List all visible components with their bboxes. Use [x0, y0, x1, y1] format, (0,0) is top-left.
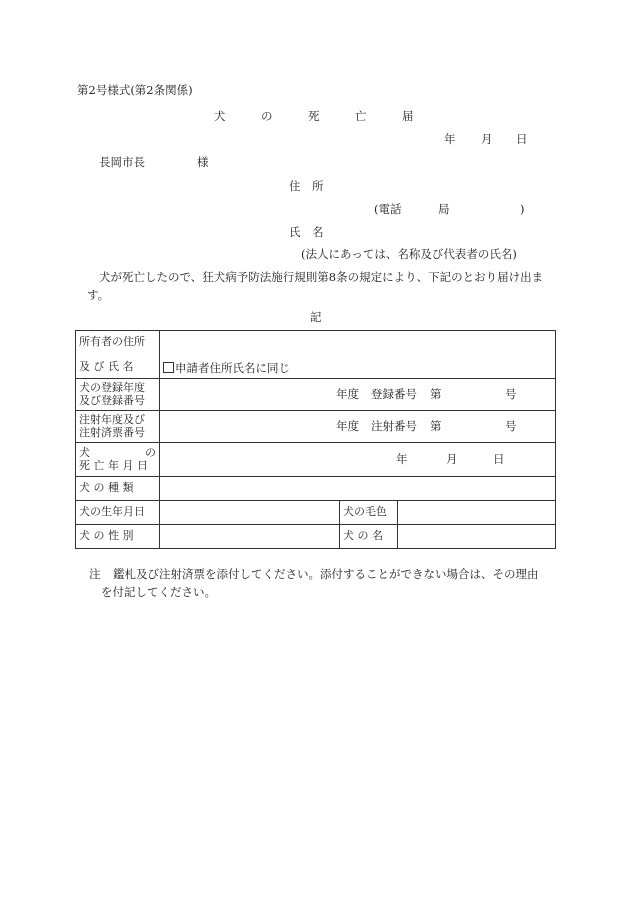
title-char: 犬 — [214, 109, 226, 123]
date-day: 日 — [516, 132, 528, 146]
name-note: (法人にあっては、名称及び代表者の氏名) — [301, 247, 517, 261]
addressee-honorific: 様 — [197, 155, 209, 169]
address-label: 住 所 — [289, 179, 324, 193]
table-row — [76, 477, 556, 501]
addressee-name: 長岡市長 — [99, 155, 145, 169]
owner-label-line1: 所有者の住所 — [79, 335, 145, 349]
date-year: 年 — [444, 132, 456, 146]
dogname-value-cell[interactable] — [398, 525, 556, 549]
phone-open: (電話 — [374, 202, 402, 216]
registration-table — [75, 330, 556, 549]
death-label-no: の — [145, 446, 156, 460]
ki-heading: 記 — [310, 310, 322, 324]
table-row — [76, 379, 556, 411]
owner-label-line2: 及 び 氏 名 — [79, 359, 134, 373]
title-char: の — [261, 109, 273, 123]
title-char: 亡 — [355, 109, 367, 123]
death-label — [76, 443, 160, 477]
table-row — [76, 525, 556, 549]
inj-label — [76, 411, 160, 443]
body-text-line2: す。 — [87, 288, 110, 302]
birth-label: 犬の生年月日 — [76, 501, 160, 525]
table-row — [76, 443, 556, 477]
table-row — [76, 331, 556, 379]
color-label: 犬の毛色 — [340, 501, 398, 525]
inj-value-cell[interactable] — [160, 411, 556, 443]
death-month: 月 — [446, 452, 458, 466]
inj-nendo: 年度 — [336, 419, 359, 433]
table-row — [76, 411, 556, 443]
death-label-inu: 犬 — [79, 446, 90, 460]
reg-label-line1: 犬の登録年度 — [79, 381, 145, 395]
owner-value-cell[interactable] — [160, 331, 556, 379]
title-char: 死 — [308, 109, 320, 123]
sex-label: 犬 の 性 別 — [76, 525, 160, 549]
death-date-cell[interactable] — [160, 443, 556, 477]
name-label: 氏 名 — [289, 225, 324, 239]
death-year: 年 — [396, 452, 408, 466]
death-label-line1 — [79, 447, 156, 459]
reg-label-line2: 及び登録番号 — [79, 393, 145, 407]
phone-close: ) — [520, 202, 525, 216]
note-line1: 鑑札及び注射済票を添付してください。添付することができない場合は、その理由 — [113, 567, 539, 581]
same-as-applicant-label: 申請者住所氏名に同じ — [175, 361, 290, 376]
title-char: 届 — [402, 109, 414, 123]
body-text-line1: 犬が死亡したので、狂犬病予防法施行規則第8条の規定により、下記のとおり届け出ま — [99, 270, 544, 284]
reg-dai: 第 — [430, 387, 442, 401]
reg-go: 号 — [505, 387, 517, 401]
note-line2: を付記してください。 — [101, 585, 216, 599]
inj-go: 号 — [505, 419, 517, 433]
sex-value-cell[interactable] — [160, 525, 340, 549]
inj-no-label: 注射番号 — [371, 419, 417, 433]
reg-nendo: 年度 — [336, 387, 359, 401]
breed-label: 犬 の 種 類 — [76, 477, 160, 501]
death-label-line2: 死 亡 年 月 日 — [79, 458, 148, 472]
phone-exchange: 局 — [438, 202, 450, 216]
color-value-cell[interactable] — [398, 501, 556, 525]
form-id: 第2号様式(第2条関係) — [77, 83, 193, 97]
date-month: 月 — [481, 132, 493, 146]
owner-label — [76, 331, 160, 379]
inj-label-line1: 注射年度及び — [79, 413, 145, 427]
death-day: 日 — [493, 452, 505, 466]
breed-value-cell[interactable] — [160, 477, 556, 501]
note-label: 注 — [89, 567, 101, 581]
table-row — [76, 501, 556, 525]
same-as-applicant-checkbox[interactable] — [163, 362, 174, 373]
inj-dai: 第 — [430, 419, 442, 433]
reg-value-cell[interactable] — [160, 379, 556, 411]
inj-label-line2: 注射済票番号 — [79, 425, 145, 439]
birth-value-cell[interactable] — [160, 501, 340, 525]
reg-no-label: 登録番号 — [371, 387, 417, 401]
dogname-label: 犬 の 名 — [340, 525, 398, 549]
reg-label — [76, 379, 160, 411]
